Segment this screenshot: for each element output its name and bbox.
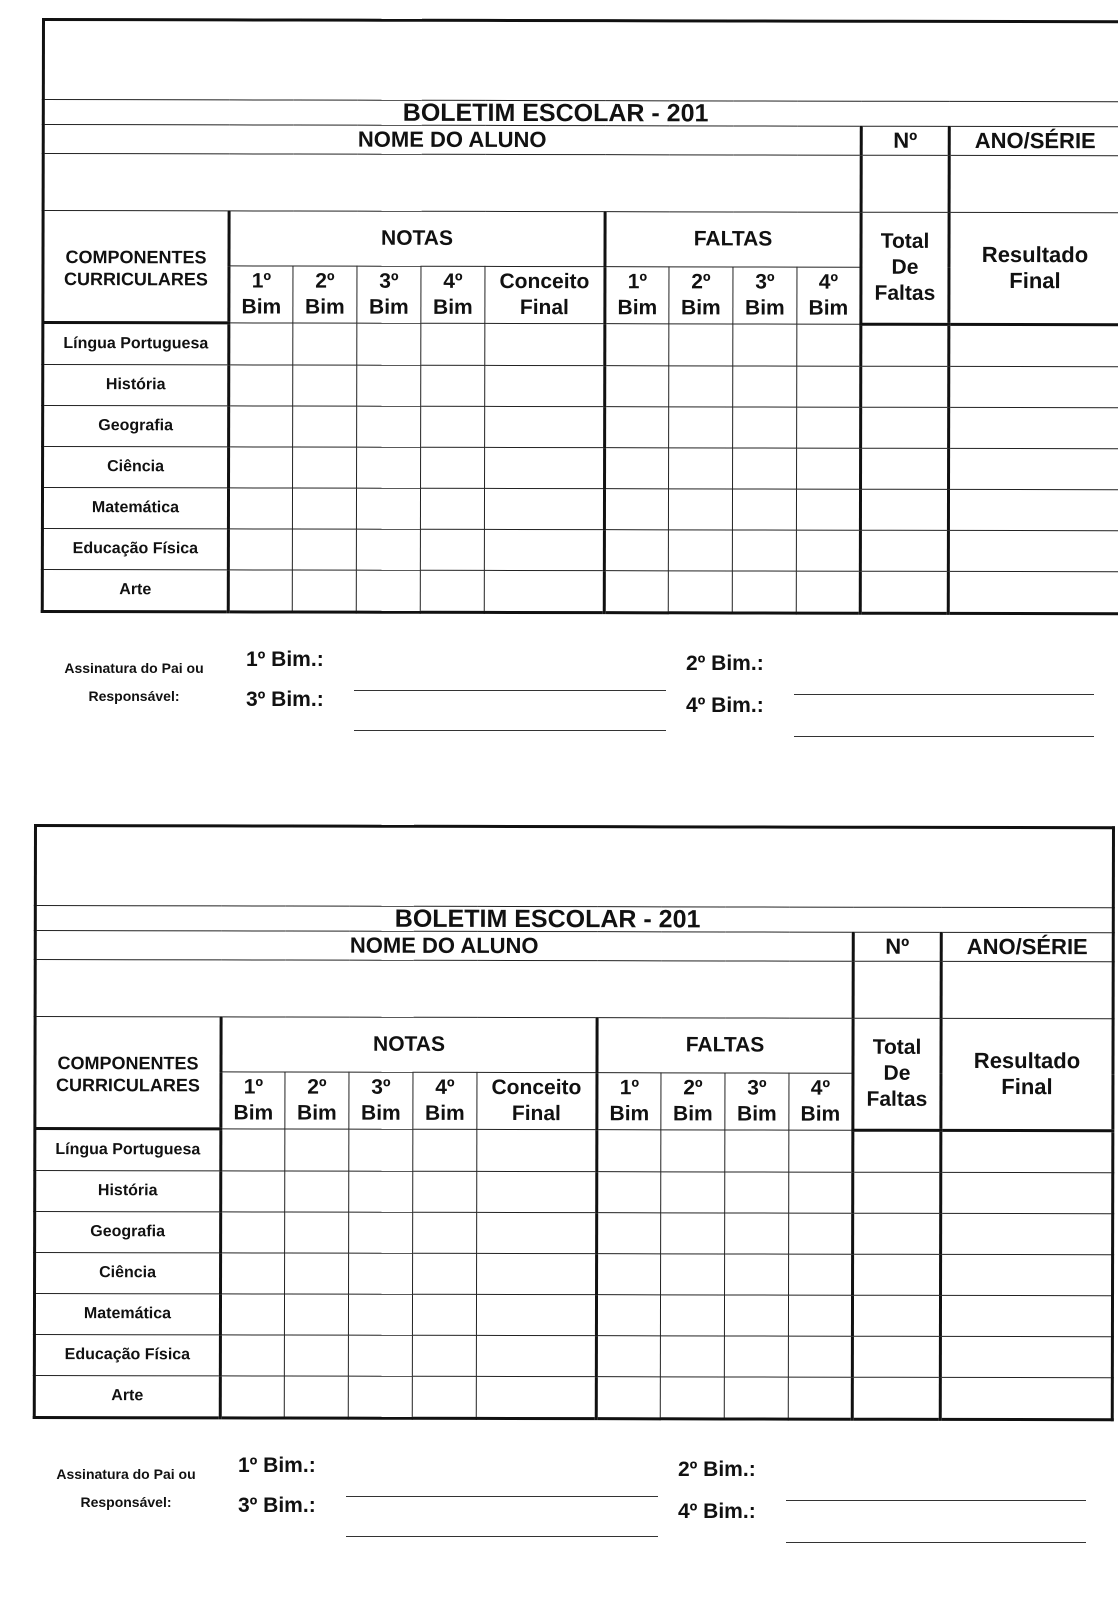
grade-3bim-cell[interactable] (349, 1171, 413, 1212)
grade-3bim-cell[interactable] (348, 1294, 412, 1335)
absences-group-header: FALTAS (605, 212, 861, 268)
grade-1bim-cell[interactable] (221, 1253, 285, 1294)
absence-1bim-cell[interactable] (605, 366, 669, 407)
absence-2bim-cell[interactable] (660, 1336, 724, 1377)
subject-row (34, 1335, 1112, 1378)
absence-total-cell[interactable] (853, 1130, 941, 1172)
absence-2bim-cell[interactable] (668, 571, 732, 613)
grade-2bim-cell[interactable] (285, 1212, 349, 1253)
report-card-table (33, 824, 1115, 1421)
absences-bim-header: 2º Bim (661, 1073, 725, 1130)
grade-2bim-cell[interactable] (292, 529, 356, 570)
absences-bim-header: 4º Bim (789, 1073, 853, 1130)
subject-label: Ciência (35, 1253, 221, 1294)
final-result-cell[interactable] (949, 324, 1118, 366)
grade-4bim-cell[interactable] (420, 529, 484, 570)
absence-2bim-cell[interactable] (668, 530, 732, 571)
grade-1bim-cell[interactable] (229, 365, 293, 406)
absence-1bim-cell[interactable] (596, 1336, 660, 1377)
grade-1bim-cell[interactable] (229, 406, 293, 447)
absence-2bim-cell[interactable] (660, 1377, 724, 1419)
form-title: BOLETIM ESCOLAR - 201 (35, 906, 1113, 933)
final-result-cell[interactable] (948, 571, 1118, 613)
absence-1bim-cell[interactable] (597, 1172, 661, 1213)
absence-3bim-cell[interactable] (724, 1295, 788, 1336)
subject-row (43, 365, 1118, 408)
subject-label: História (43, 365, 229, 406)
grade-1bim-cell[interactable] (220, 1335, 284, 1376)
absence-total-cell[interactable] (861, 448, 949, 489)
absence-total-cell[interactable] (860, 530, 948, 571)
grade-concept-final-cell[interactable] (476, 1294, 596, 1335)
absence-4bim-cell[interactable] (788, 1295, 852, 1336)
grade-4bim-cell[interactable] (421, 447, 485, 488)
absence-3bim-cell[interactable] (733, 366, 797, 407)
grade-3bim-cell[interactable] (348, 1376, 412, 1418)
grade-4bim-cell[interactable] (412, 1376, 476, 1418)
subject-row (42, 488, 1118, 531)
signature-label: Assinatura do Pai ou Responsável: (64, 660, 204, 704)
grade-year-field[interactable] (949, 155, 1118, 212)
grades-bim-header: 3º Bim (357, 266, 421, 323)
absence-1bim-cell[interactable] (605, 407, 669, 448)
grade-concept-final-cell[interactable] (485, 365, 605, 406)
concept-final-header: Conceito Final (477, 1072, 597, 1129)
subject-row (34, 1376, 1112, 1420)
grade-1bim-cell[interactable] (229, 447, 293, 488)
subject-label: Matemática (42, 488, 228, 529)
final-result-cell[interactable] (941, 1172, 1113, 1213)
absence-1bim-cell[interactable] (605, 448, 669, 489)
grade-3bim-cell[interactable] (349, 1129, 413, 1171)
grade-4bim-cell[interactable] (413, 1129, 477, 1171)
grade-2bim-cell[interactable] (293, 365, 357, 406)
grades-group-header: NOTAS (221, 1017, 597, 1073)
grade-concept-final-cell[interactable] (477, 1212, 597, 1253)
grade-3bim-cell[interactable] (357, 447, 421, 488)
absences-bim-header: 2º Bim (669, 267, 733, 324)
absence-3bim-cell[interactable] (733, 324, 797, 366)
grade-2bim-cell[interactable] (293, 323, 357, 365)
header-blank-area (35, 826, 1113, 908)
grades-bim-header: 4º Bim (413, 1072, 477, 1129)
absence-4bim-cell[interactable] (789, 1130, 853, 1172)
absence-3bim-cell[interactable] (733, 448, 797, 489)
absence-4bim-cell[interactable] (789, 1172, 853, 1213)
total-absences-header: Total De Faltas (861, 212, 949, 324)
signature-2bim-label: 2º Bim.: (686, 652, 764, 675)
final-result-header: Resultado Final (941, 1018, 1113, 1130)
absence-total-cell[interactable] (853, 1254, 941, 1295)
absence-total-cell[interactable] (860, 571, 948, 613)
grade-3bim-cell[interactable] (357, 323, 421, 365)
final-result-cell[interactable] (948, 530, 1118, 571)
grade-1bim-cell[interactable] (221, 1212, 285, 1253)
grade-3bim-cell[interactable] (357, 365, 421, 406)
subject-row (42, 570, 1118, 614)
absence-1bim-cell[interactable] (597, 1130, 661, 1172)
absence-1bim-cell[interactable] (604, 489, 668, 530)
absence-2bim-cell[interactable] (661, 1213, 725, 1254)
absence-2bim-cell[interactable] (669, 448, 733, 489)
subject-label: Matemática (34, 1294, 220, 1335)
grade-concept-final-cell[interactable] (477, 1253, 597, 1294)
report-card-form (33, 824, 1112, 1421)
grade-3bim-cell[interactable] (356, 488, 420, 529)
grades-group-header: NOTAS (229, 211, 605, 267)
absence-1bim-cell[interactable] (596, 1377, 660, 1419)
signature-1bim-line[interactable] (354, 690, 666, 691)
absence-2bim-cell[interactable] (669, 407, 733, 448)
absence-2bim-cell[interactable] (661, 1130, 725, 1172)
subject-row (34, 1294, 1112, 1337)
subject-row (35, 1171, 1113, 1214)
grades-bim-header: 3º Bim (349, 1072, 413, 1129)
absence-total-cell[interactable] (861, 407, 949, 448)
absences-bim-header: 3º Bim (733, 267, 797, 324)
student-name-field[interactable] (43, 154, 861, 213)
number-field[interactable] (861, 155, 949, 212)
grade-1bim-cell[interactable] (221, 1129, 285, 1171)
final-result-cell[interactable] (949, 407, 1118, 448)
absences-bim-header: 4º Bim (797, 267, 861, 324)
grade-concept-final-cell[interactable] (477, 1171, 597, 1212)
absence-4bim-cell[interactable] (789, 1213, 853, 1254)
final-result-cell[interactable] (941, 1213, 1113, 1254)
absence-2bim-cell[interactable] (661, 1172, 725, 1213)
absence-1bim-cell[interactable] (597, 1254, 661, 1295)
grade-3bim-cell[interactable] (349, 1212, 413, 1253)
absence-2bim-cell[interactable] (669, 366, 733, 407)
number-field[interactable] (853, 961, 941, 1018)
subject-label: Língua Portuguesa (35, 1129, 221, 1171)
grade-2bim-cell[interactable] (284, 1335, 348, 1376)
subject-label: História (35, 1171, 221, 1212)
final-result-cell[interactable] (941, 1130, 1113, 1172)
subject-label: Ciência (43, 447, 229, 488)
grade-year-header: ANO/SÉRIE (941, 932, 1113, 961)
absence-4bim-cell[interactable] (797, 448, 861, 489)
signature-3bim-label: 3º Bim.: (246, 688, 324, 711)
absence-3bim-cell[interactable] (725, 1130, 789, 1172)
absence-3bim-cell[interactable] (732, 571, 796, 613)
absence-1bim-cell[interactable] (604, 530, 668, 571)
absence-3bim-cell[interactable] (733, 407, 797, 448)
grade-concept-final-cell[interactable] (476, 1376, 596, 1418)
subject-row (43, 406, 1118, 449)
number-header: Nº (853, 932, 941, 961)
absence-total-cell[interactable] (861, 366, 949, 407)
subject-label: Arte (42, 570, 228, 612)
grade-1bim-cell[interactable] (228, 529, 292, 570)
grade-4bim-cell[interactable] (413, 1253, 477, 1294)
grade-concept-final-cell[interactable] (477, 1129, 597, 1171)
absence-2bim-cell[interactable] (668, 489, 732, 530)
signature-2bim-line[interactable] (786, 1500, 1086, 1501)
absence-4bim-cell[interactable] (797, 407, 861, 448)
subject-label: Educação Física (42, 529, 228, 570)
grade-1bim-cell[interactable] (229, 323, 293, 365)
student-name-field[interactable] (35, 960, 853, 1019)
signature-3bim-line[interactable] (354, 730, 666, 731)
signature-2bim-line[interactable] (794, 694, 1094, 695)
grade-4bim-cell[interactable] (413, 1212, 477, 1253)
header-blank-area (43, 20, 1118, 102)
subject-label: Língua Portuguesa (43, 323, 229, 365)
report-card-form (41, 18, 1118, 615)
grade-4bim-cell[interactable] (420, 488, 484, 529)
grade-year-field[interactable] (941, 961, 1113, 1018)
absence-3bim-cell[interactable] (725, 1254, 789, 1295)
final-result-cell[interactable] (941, 1254, 1113, 1295)
subject-label: Educação Física (34, 1335, 220, 1376)
absence-3bim-cell[interactable] (732, 530, 796, 571)
grades-bim-header: 2º Bim (285, 1072, 349, 1129)
signature-label: Assinatura do Pai ou Responsável: (56, 1466, 196, 1510)
grades-bim-header: 4º Bim (421, 266, 485, 323)
absence-3bim-cell[interactable] (724, 1336, 788, 1377)
signature-4bim-label: 4º Bim.: (686, 694, 764, 717)
subject-row (35, 1129, 1113, 1173)
grade-1bim-cell[interactable] (220, 1294, 284, 1335)
absences-bim-header: 1º Bim (605, 267, 669, 324)
grade-4bim-cell[interactable] (421, 365, 485, 406)
number-header: Nº (861, 126, 949, 155)
grade-concept-final-cell[interactable] (484, 570, 604, 612)
grade-3bim-cell[interactable] (357, 406, 421, 447)
signature-2bim-label: 2º Bim.: (678, 1458, 756, 1481)
components-header: COMPONENTES CURRICULARES (35, 1017, 221, 1129)
grade-4bim-cell[interactable] (421, 406, 485, 447)
absence-total-cell[interactable] (852, 1377, 940, 1419)
absence-3bim-cell[interactable] (724, 1377, 788, 1419)
absence-3bim-cell[interactable] (725, 1213, 789, 1254)
grade-3bim-cell[interactable] (349, 1253, 413, 1294)
absences-bim-header: 3º Bim (725, 1073, 789, 1130)
grade-2bim-cell[interactable] (292, 488, 356, 529)
form-title: BOLETIM ESCOLAR - 201 (43, 100, 1118, 127)
absence-4bim-cell[interactable] (789, 1254, 853, 1295)
absence-4bim-cell[interactable] (796, 530, 860, 571)
signature-3bim-label: 3º Bim.: (238, 1494, 316, 1517)
subject-label: Arte (34, 1376, 220, 1418)
grades-bim-header: 1º Bim (229, 266, 293, 323)
grade-concept-final-cell[interactable] (476, 1335, 596, 1376)
signature-4bim-label: 4º Bim.: (678, 1500, 756, 1523)
absence-2bim-cell[interactable] (660, 1295, 724, 1336)
grade-4bim-cell[interactable] (412, 1335, 476, 1376)
grade-concept-final-cell[interactable] (485, 323, 605, 365)
absence-4bim-cell[interactable] (796, 571, 860, 613)
final-result-cell[interactable] (949, 366, 1118, 407)
grade-4bim-cell[interactable] (421, 323, 485, 365)
grade-concept-final-cell[interactable] (485, 447, 605, 488)
absence-4bim-cell[interactable] (797, 366, 861, 407)
parent-signature-section (44, 640, 1118, 750)
grade-3bim-cell[interactable] (356, 529, 420, 570)
grade-1bim-cell[interactable] (228, 488, 292, 529)
grade-2bim-cell[interactable] (285, 1171, 349, 1212)
grade-2bim-cell[interactable] (292, 570, 356, 612)
grade-2bim-cell[interactable] (293, 447, 357, 488)
concept-final-header: Conceito Final (485, 266, 605, 323)
signature-1bim-label: 1º Bim.: (246, 648, 324, 671)
components-header: COMPONENTES CURRICULARES (43, 211, 229, 323)
grade-3bim-cell[interactable] (348, 1335, 412, 1376)
subject-row (42, 529, 1118, 572)
subject-label: Geografia (35, 1212, 221, 1253)
grade-1bim-cell[interactable] (228, 570, 292, 612)
grade-concept-final-cell[interactable] (485, 406, 605, 447)
student-name-header: NOME DO ALUNO (35, 931, 853, 962)
final-result-cell[interactable] (948, 489, 1118, 530)
grade-1bim-cell[interactable] (220, 1376, 284, 1418)
grade-2bim-cell[interactable] (284, 1294, 348, 1335)
subject-row (35, 1253, 1113, 1296)
absence-total-cell[interactable] (853, 1213, 941, 1254)
absence-2bim-cell[interactable] (661, 1254, 725, 1295)
absence-total-cell[interactable] (853, 1172, 941, 1213)
grade-1bim-cell[interactable] (221, 1171, 285, 1212)
grade-2bim-cell[interactable] (285, 1129, 349, 1171)
final-result-cell[interactable] (940, 1377, 1112, 1419)
report-card-table (41, 18, 1118, 615)
absence-3bim-cell[interactable] (725, 1172, 789, 1213)
grade-4bim-cell[interactable] (420, 570, 484, 612)
final-result-cell[interactable] (940, 1295, 1112, 1336)
absence-total-cell[interactable] (861, 324, 949, 366)
absence-4bim-cell[interactable] (788, 1377, 852, 1419)
grade-4bim-cell[interactable] (413, 1171, 477, 1212)
subject-row (43, 447, 1118, 490)
absence-4bim-cell[interactable] (788, 1336, 852, 1377)
total-absences-header: Total De Faltas (853, 1018, 941, 1130)
signature-3bim-line[interactable] (346, 1536, 658, 1537)
grades-bim-header: 1º Bim (221, 1072, 285, 1129)
grade-concept-final-cell[interactable] (484, 488, 604, 529)
absence-1bim-cell[interactable] (605, 324, 669, 366)
signature-1bim-line[interactable] (346, 1496, 658, 1497)
parent-signature-section (36, 1446, 1116, 1556)
absence-4bim-cell[interactable] (797, 324, 861, 366)
absence-2bim-cell[interactable] (669, 324, 733, 366)
final-result-header: Resultado Final (949, 212, 1118, 324)
final-result-cell[interactable] (949, 448, 1118, 489)
absence-1bim-cell[interactable] (596, 1295, 660, 1336)
absence-total-cell[interactable] (860, 489, 948, 530)
absence-total-cell[interactable] (852, 1295, 940, 1336)
subject-label: Geografia (43, 406, 229, 447)
grade-3bim-cell[interactable] (356, 570, 420, 612)
subject-row (43, 323, 1118, 367)
signature-4bim-line[interactable] (786, 1542, 1086, 1543)
absence-4bim-cell[interactable] (796, 489, 860, 530)
grade-concept-final-cell[interactable] (484, 529, 604, 570)
subject-row (35, 1212, 1113, 1255)
grade-2bim-cell[interactable] (284, 1376, 348, 1418)
signature-4bim-line[interactable] (794, 736, 1094, 737)
absences-bim-header: 1º Bim (597, 1073, 661, 1130)
grade-4bim-cell[interactable] (412, 1294, 476, 1335)
grades-bim-header: 2º Bim (293, 266, 357, 323)
absence-1bim-cell[interactable] (597, 1213, 661, 1254)
absence-total-cell[interactable] (852, 1336, 940, 1377)
signature-1bim-label: 1º Bim.: (238, 1454, 316, 1477)
student-name-header: NOME DO ALUNO (43, 125, 861, 156)
grade-2bim-cell[interactable] (285, 1253, 349, 1294)
grade-2bim-cell[interactable] (293, 406, 357, 447)
absences-group-header: FALTAS (597, 1018, 853, 1074)
absence-1bim-cell[interactable] (604, 571, 668, 613)
grade-year-header: ANO/SÉRIE (949, 126, 1118, 155)
final-result-cell[interactable] (940, 1336, 1112, 1377)
absence-3bim-cell[interactable] (732, 489, 796, 530)
